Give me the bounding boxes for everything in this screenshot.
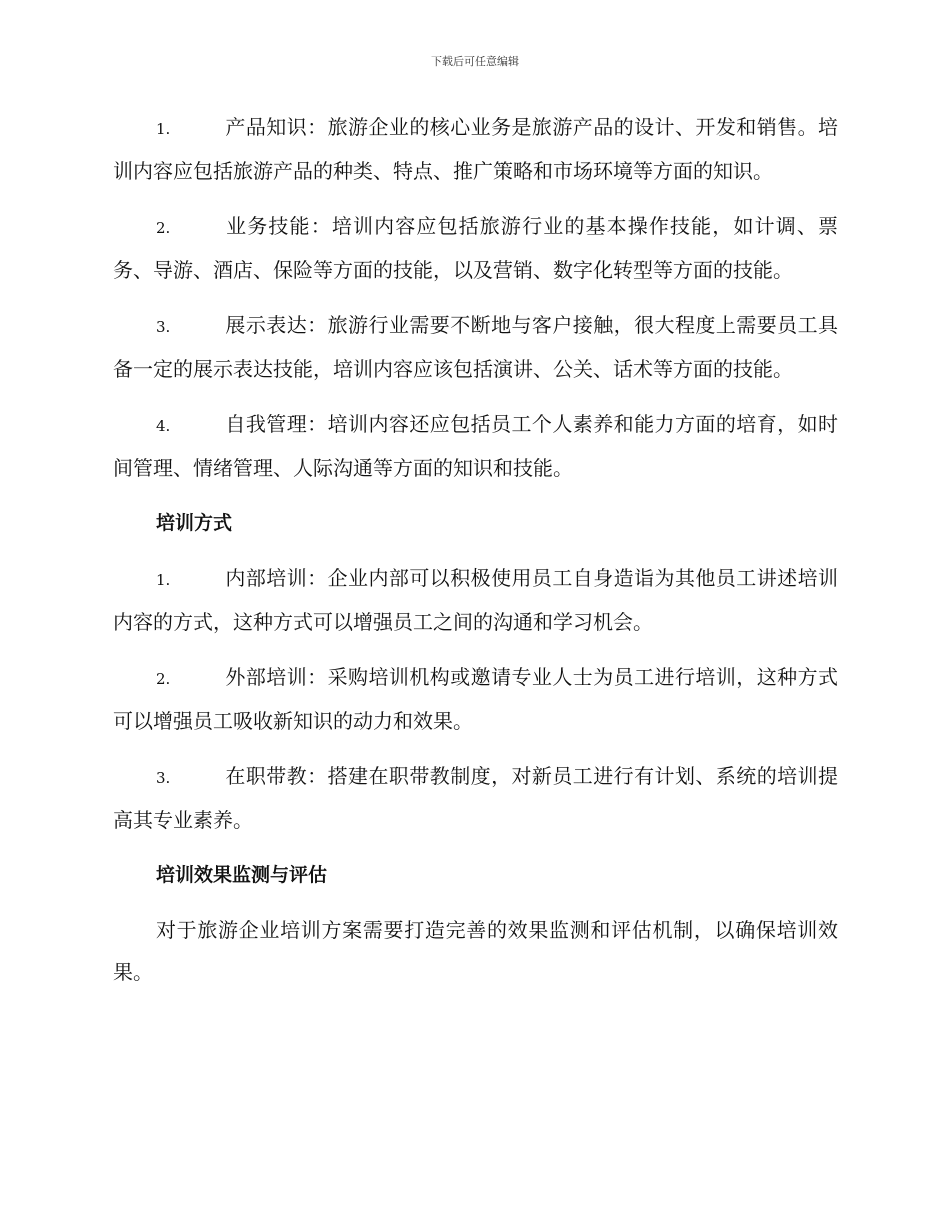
list-number: 3. bbox=[156, 769, 171, 787]
list-number: 1. bbox=[156, 120, 171, 138]
list-item bbox=[113, 557, 838, 643]
page-header: 下载后可任意编辑 bbox=[431, 55, 519, 68]
list-item bbox=[113, 304, 838, 390]
list-item bbox=[113, 755, 838, 841]
list-item bbox=[113, 205, 838, 291]
list-text: 产品知识：旅游企业的核心业务是旅游产品的设计、开发和销售。培训内容应包括旅游产品的种类、特点、推广策略和市场环境等方面的知识。 bbox=[113, 115, 838, 183]
section-heading: 培训效果监测与评估 bbox=[156, 864, 328, 886]
list-text: 在职带教：搭建在职带教制度，对新员工进行有计划、系统的培训提高其专业素养。 bbox=[113, 764, 838, 832]
list-number: 2. bbox=[156, 670, 171, 688]
list-item bbox=[113, 403, 838, 489]
list-text: 内部培训：企业内部可以积极使用员工自身造诣为其他员工讲述培训内容的方式，这种方式可以增强员工之间的沟通和学习机会。 bbox=[113, 566, 838, 634]
section-heading: 培训方式 bbox=[156, 512, 233, 534]
body-paragraph: 对于旅游企业培训方案需要打造完善的效果监测和评估机制，以确保培训效果。 bbox=[113, 918, 838, 984]
list-text: 展示表达：旅游行业需要不断地与客户接触，很大程度上需要员工具备一定的展示表达技能，培训内容应该包括演讲、公关、话术等方面的技能。 bbox=[113, 313, 838, 381]
list-number: 3. bbox=[156, 318, 171, 336]
list-number: 2. bbox=[156, 219, 171, 237]
list-number: 4. bbox=[156, 417, 171, 435]
list-text: 业务技能：培训内容应包括旅游行业的基本操作技能，如计调、票务、导游、酒店、保险等方面的技能，以及营销、数字化转型等方面的技能。 bbox=[113, 214, 838, 282]
list-item bbox=[113, 106, 838, 192]
list-item bbox=[113, 656, 838, 742]
document-body bbox=[113, 106, 838, 993]
list-text: 自我管理：培训内容还应包括员工个人素养和能力方面的培育，如时间管理、情绪管理、人际沟通等方面的知识和技能。 bbox=[113, 412, 838, 480]
list-number: 1. bbox=[156, 571, 171, 589]
list-text: 外部培训：采购培训机构或邀请专业人士为员工进行培训，这种方式可以增强员工吸收新知识的动力和效果。 bbox=[113, 665, 838, 733]
